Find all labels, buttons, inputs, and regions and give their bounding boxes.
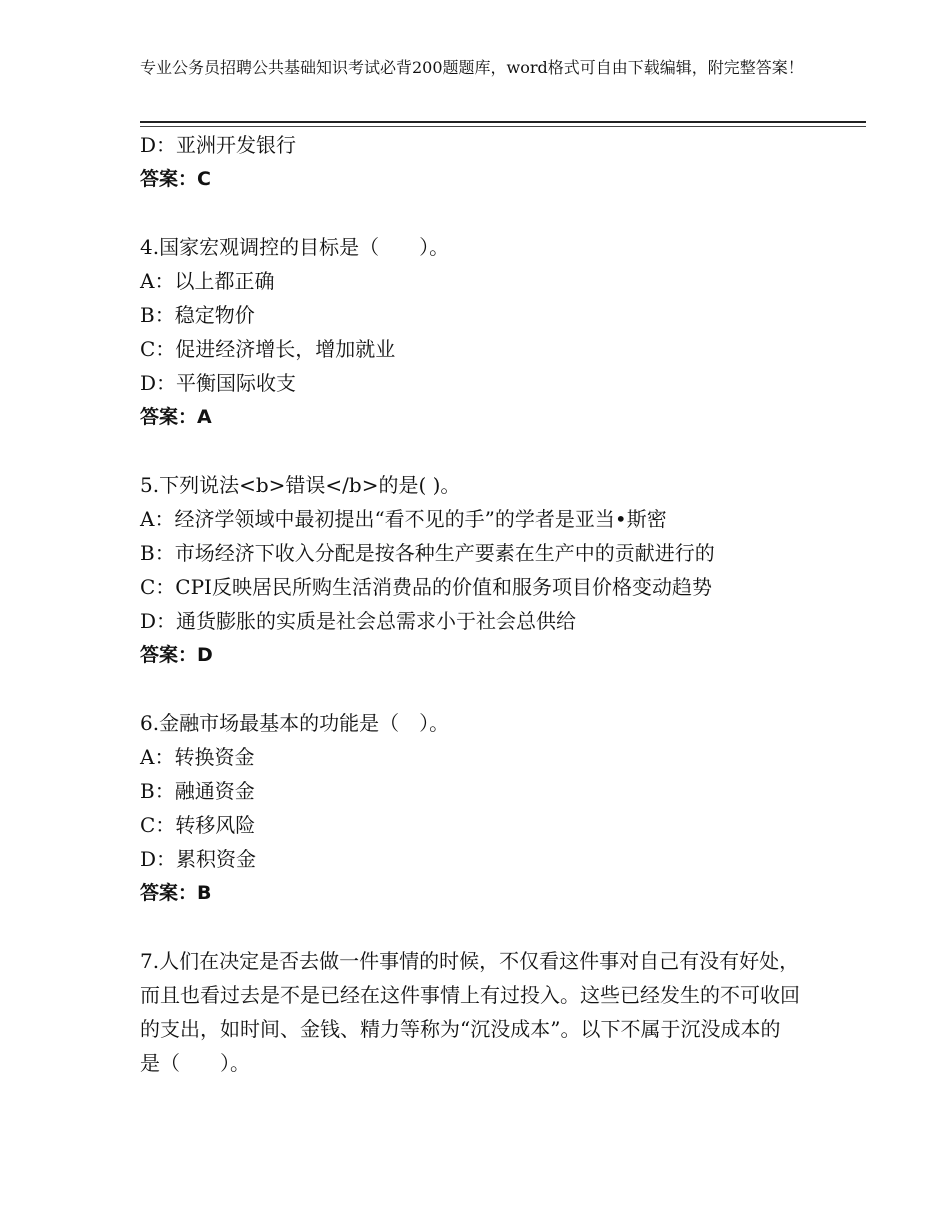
q6-answer: 答案：B bbox=[140, 882, 212, 904]
q4-option-b: B：稳定物价 bbox=[140, 303, 255, 327]
q4-option-a: A：以上都正确 bbox=[140, 269, 275, 293]
q6-option-c: C：转移风险 bbox=[140, 813, 256, 837]
q5-option-b: B：市场经济下收入分配是按各种生产要素在生产中的贡献进行的 bbox=[140, 541, 715, 565]
prev-answer: 答案：C bbox=[140, 168, 211, 190]
document-header bbox=[140, 56, 820, 79]
spacer bbox=[140, 910, 840, 944]
q4-answer: 答案：A bbox=[140, 406, 212, 428]
q6-option-d: D：累积资金 bbox=[140, 847, 257, 871]
q5-option-a: A：经济学领域中最初提出“看不见的手”的学者是亚当•斯密 bbox=[140, 507, 667, 531]
q6-question: 6.金融市场最基本的功能是（ ）。 bbox=[140, 711, 450, 735]
spacer bbox=[140, 196, 840, 230]
spacer bbox=[140, 672, 840, 706]
q7-question: 7.人们在决定是否去做一件事情的时候，不仅看这件事对自己有没有好处，而且也看过去是不是已经在这件事情上有过投入。这些已经发生的不可收回的支出，如时间、金钱、精力等称为“沉没成本”。以下不属于沉没成本的是（ ）。 bbox=[140, 949, 800, 1075]
q6-option-b: B：融通资金 bbox=[140, 779, 255, 803]
header-rule-thick bbox=[140, 121, 866, 123]
spacer bbox=[140, 434, 840, 468]
q5-option-d: D：通货膨胀的实质是社会总需求小于社会总供给 bbox=[140, 609, 577, 633]
header-rule-thin bbox=[140, 126, 866, 127]
header-text: 专业公务员招聘公共基础知识考试必背200题题库，word格式可自由下载编辑，附完整答案！ bbox=[140, 58, 804, 77]
q6-option-a: A：转换资金 bbox=[140, 745, 255, 769]
q4-option-c: C：促进经济增长，增加就业 bbox=[140, 337, 396, 361]
q5-question: 5.下列说法<b>错误</b>的是( )。 bbox=[140, 473, 461, 497]
q4-question: 4.国家宏观调控的目标是（ ）。 bbox=[140, 235, 450, 259]
q5-option-c: C：CPI反映居民所购生活消费品的价值和服务项目价格变动趋势 bbox=[140, 575, 712, 599]
prev-option-d: D：亚洲开发银行 bbox=[140, 133, 297, 157]
q5-answer: 答案：D bbox=[140, 644, 213, 666]
question-content bbox=[140, 128, 840, 1080]
q4-option-d: D：平衡国际收支 bbox=[140, 371, 297, 395]
